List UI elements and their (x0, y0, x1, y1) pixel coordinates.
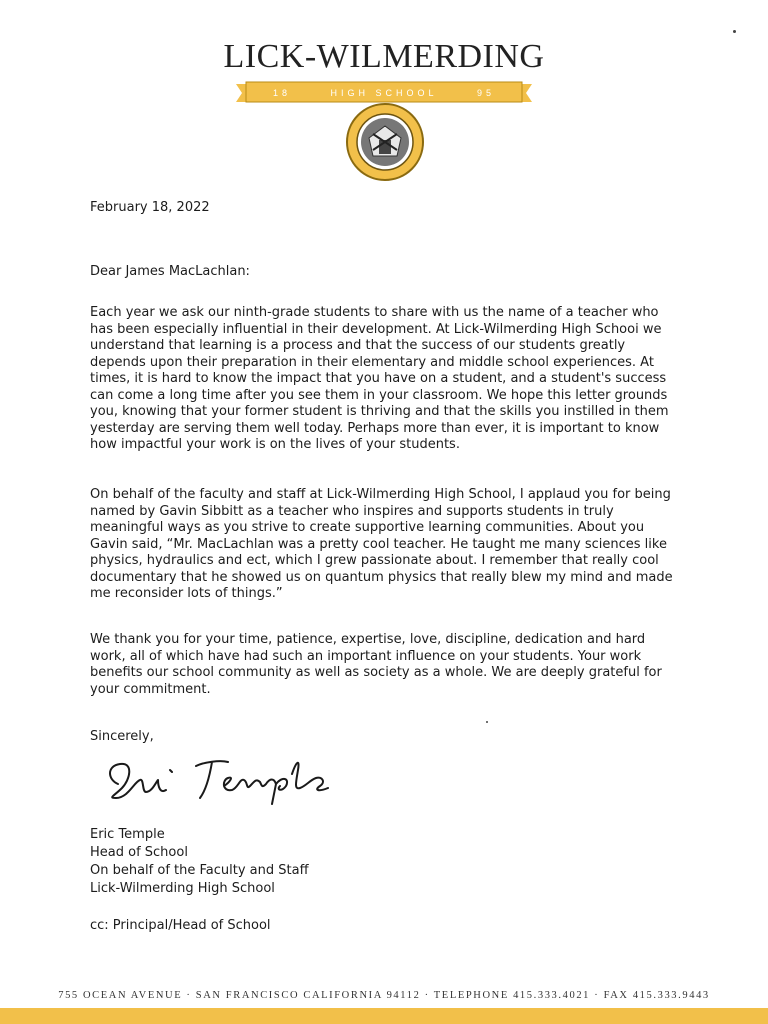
paragraph-3: We thank you for your time, patience, expertise, love, discipline, dedication and hard work, all of which have had such an important influence on your students. Your work benefits our school community as well as society as a whole. We are deeply grateful for your commitment. (90, 632, 662, 697)
paragraph-1: Each year we ask our ninth-grade students to share with us the name of a teacher who has been especially influential in their development. At Lick-Wilmerding High Schooi we understand that learning is a process and that the success of our students greatly depends upon their preparation in their elementary and middle school experiences. At times, it is hard to know the impact that you have on a student, and a student's success can come a long time after you see them in your classroom. We hope this letter grounds you, knowing that your former student is thriving and that the skills you instilled in them yesterday are serving them well today. Perhaps more than ever, it is important to know how impactful your work is on the lives of your students. (90, 305, 669, 452)
letterhead (0, 0, 768, 200)
signer-block (90, 826, 309, 898)
school-seal-icon (345, 100, 425, 184)
footer-address: 755 OCEAN AVENUE · SAN FRANCISCO CALIFORNIA 94112 · TELEPHONE 415.333.4021 · FAX 415.333.9443 (58, 990, 710, 1001)
signer-school: Lick-Wilmerding High School (90, 881, 275, 896)
scan-speck (486, 721, 488, 723)
footer-bar (0, 1008, 768, 1024)
ribbon-right-year: 95 (476, 88, 495, 98)
school-name: LICK-WILMERDING (223, 38, 545, 75)
paragraph-2: On behalf of the faculty and staff at Lick-Wilmerding High School, I applaud you for being named by Gavin Sibbitt as a teacher who inspires and supports students in truly meaningful ways as you strive to create supportive learning communities. About you Gavin said, “Mr. MacLachlan was a pretty cool teacher. He taught me many sciences like physics, hydraulics and ect, which I grew passionate about. I remember that really cool documentary that he showed us on quantum physics that really blew my mind and made me reconsider lots of things.” (90, 487, 673, 601)
scan-speck (733, 30, 736, 33)
cc-line: cc: Principal/Head of School (90, 918, 271, 933)
signer-name: Eric Temple (90, 827, 165, 842)
ribbon-center-text: HIGH SCHOOL (330, 88, 438, 98)
ribbon-left-year: 18 (272, 88, 291, 98)
closing: Sincerely, (90, 729, 154, 744)
signer-title: Head of School (90, 845, 188, 860)
letter-date: February 18, 2022 (90, 200, 210, 215)
signer-behalf: On behalf of the Faculty and Staff (90, 863, 309, 878)
salutation: Dear James MacLachlan: (90, 264, 250, 279)
handwritten-signature (100, 752, 360, 812)
